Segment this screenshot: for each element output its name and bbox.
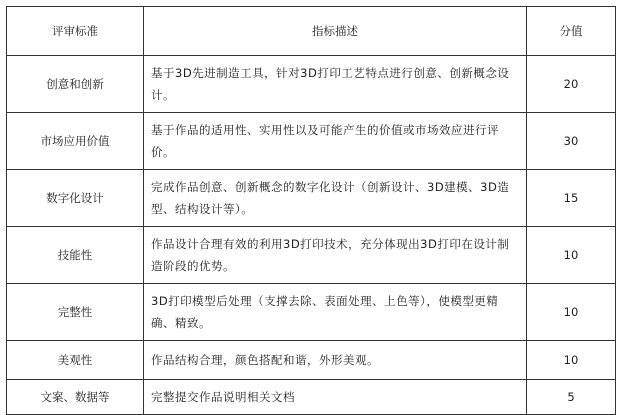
description-cell: 基于3D先进制造工具，针对3D打印工艺特点进行创意、创新概念设计。	[144, 56, 527, 113]
score-cell: 10	[527, 284, 616, 341]
criterion-cell: 数字化设计	[7, 170, 144, 227]
score-cell: 10	[527, 341, 616, 380]
description-cell: 完整提交作品说明相关文档	[144, 380, 527, 415]
criterion-cell: 文案、数据等	[7, 380, 144, 415]
table-row	[7, 284, 616, 341]
score-cell: 30	[527, 113, 616, 170]
header-score: 分值	[527, 7, 616, 56]
description-cell: 3D打印模型后处理（支撑去除、表面处理、上色等），使模型更精确、精致。	[144, 284, 527, 341]
criterion-cell: 创意和创新	[7, 56, 144, 113]
score-cell: 15	[527, 170, 616, 227]
description-cell: 完成作品创意、创新概念的数字化设计（创新设计、3D建模、3D造型、结构设计等）。	[144, 170, 527, 227]
header-description: 指标描述	[144, 7, 527, 56]
table-row	[7, 170, 616, 227]
criterion-cell: 市场应用价值	[7, 113, 144, 170]
evaluation-criteria-table	[6, 6, 616, 415]
criterion-cell: 美观性	[7, 341, 144, 380]
criterion-cell: 技能性	[7, 227, 144, 284]
table-header-row	[7, 7, 616, 56]
table-row	[7, 227, 616, 284]
table-row	[7, 380, 616, 415]
score-cell: 10	[527, 227, 616, 284]
description-cell: 作品结构合理，颜色搭配和谐，外形美观。	[144, 341, 527, 380]
header-criterion: 评审标准	[7, 7, 144, 56]
description-cell: 作品设计合理有效的利用3D打印技术，充分体现出3D打印在设计制造阶段的优势。	[144, 227, 527, 284]
table-row	[7, 341, 616, 380]
score-cell: 20	[527, 56, 616, 113]
table-row	[7, 56, 616, 113]
description-cell: 基于作品的适用性、实用性以及可能产生的价值或市场效应进行评价。	[144, 113, 527, 170]
criterion-cell: 完整性	[7, 284, 144, 341]
score-cell: 5	[527, 380, 616, 415]
table-row	[7, 113, 616, 170]
